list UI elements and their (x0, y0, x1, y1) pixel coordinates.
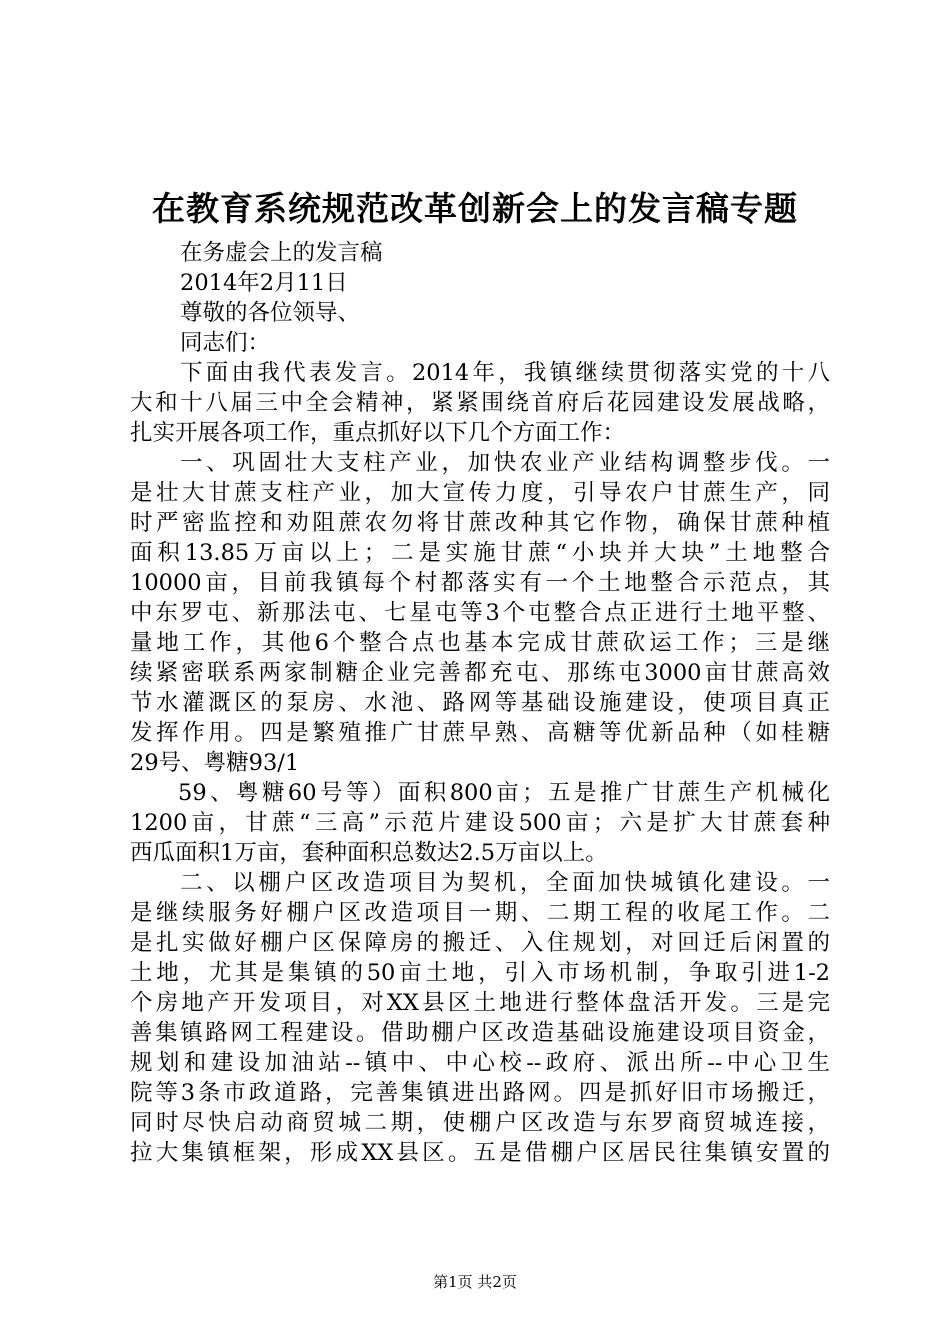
paragraph-line: 是扎实做好棚户区保障房的搬迁、入住规划，对回迁后闲置的 (130, 930, 830, 956)
salutation-line: 同志们： (180, 330, 271, 356)
paragraph-line: 二、以棚户区改造项目为契机，全面加快城镇化建设。一 (180, 870, 830, 896)
paragraph-line: 量地工作，其他6个整合点也基本完成甘蔗砍运工作；三是继 (130, 630, 830, 656)
paragraph-line: 扎实开展各项工作，重点抓好以下几个方面工作： (130, 420, 626, 446)
salutation-line: 尊敬的各位领导、 (180, 300, 361, 326)
paragraph-line: 西瓜面积1万亩，套种面积总数达2.5万亩以上。 (130, 840, 608, 866)
paragraph-line: 是继续服务好棚户区改造项目一期、二期工程的收尾工作。二 (130, 900, 830, 926)
paragraph-line: 大和十八届三中全会精神，紧紧围绕首府后花园建设发展战略， (130, 390, 830, 416)
paragraph-line: 续紧密联系两家制糖企业完善都充屯、那练屯3000亩甘蔗高效 (130, 660, 830, 686)
paragraph-line: 29号、粤糖93/1 (130, 750, 300, 776)
header-line: 在务虚会上的发言稿 (180, 240, 383, 266)
paragraph-line: 1200亩，甘蔗“三高”示范片建设500亩；六是扩大甘蔗套种 (130, 810, 830, 836)
paragraph-line: 拉大集镇框架，形成XX县区。五是借棚户区居民往集镇安置的 (130, 1140, 830, 1166)
date-line: 2014年2月11日 (180, 270, 348, 296)
paragraph-line: 一、巩固壮大支柱产业，加快农业产业结构调整步伐。一 (180, 450, 830, 476)
paragraph-line: 同时尽快启动商贸城二期，使棚户区改造与东罗商贸城连接， (130, 1110, 830, 1136)
paragraph-line: 10000亩，目前我镇每个村都落实有一个土地整合示范点，其 (130, 570, 830, 596)
paragraph-line: 善集镇路网工程建设。借助棚户区改造基础设施建设项目资金， (130, 1020, 830, 1046)
paragraph-line: 土地，尤其是集镇的50亩土地，引入市场机制，争取引进1-2 (130, 960, 830, 986)
paragraph-line: 是壮大甘蔗支柱产业，加大宣传力度，引导农户甘蔗生产，同 (130, 480, 830, 506)
paragraph-line: 节水灌溉区的泵房、水池、路网等基础设施建设，使项目真正 (130, 690, 830, 716)
paragraph-line: 下面由我代表发言。2014年，我镇继续贯彻落实党的十八 (180, 360, 830, 386)
page-footer: 第1页 共2页 (433, 1273, 517, 1291)
paragraph-line: 时严密监控和劝阻蔗农勿将甘蔗改种其它作物，确保甘蔗种植 (130, 510, 830, 536)
document-title: 在教育系统规范改革创新会上的发言稿专题 (152, 189, 798, 228)
paragraph-line: 59、粤糖60号等）面积800亩；五是推广甘蔗生产机械化 (178, 780, 830, 806)
paragraph-line: 规划和建设加油站--镇中、中心校--政府、派出所--中心卫生 (130, 1050, 830, 1076)
paragraph-line: 面积13.85万亩以上；二是实施甘蔗“小块并大块”土地整合 (130, 540, 830, 566)
paragraph-line: 院等3条市政道路，完善集镇进出路网。四是抓好旧市场搬迁， (130, 1080, 830, 1106)
paragraph-line: 发挥作用。四是繁殖推广甘蔗早熟、高糖等优新品种（如桂糖 (130, 720, 830, 746)
document-body (130, 238, 830, 1168)
paragraph-line: 个房地产开发项目，对XX县区土地进行整体盘活开发。三是完 (130, 990, 830, 1016)
paragraph-line: 中东罗屯、新那法屯、七星屯等3个屯整合点正进行土地平整、 (130, 600, 830, 626)
